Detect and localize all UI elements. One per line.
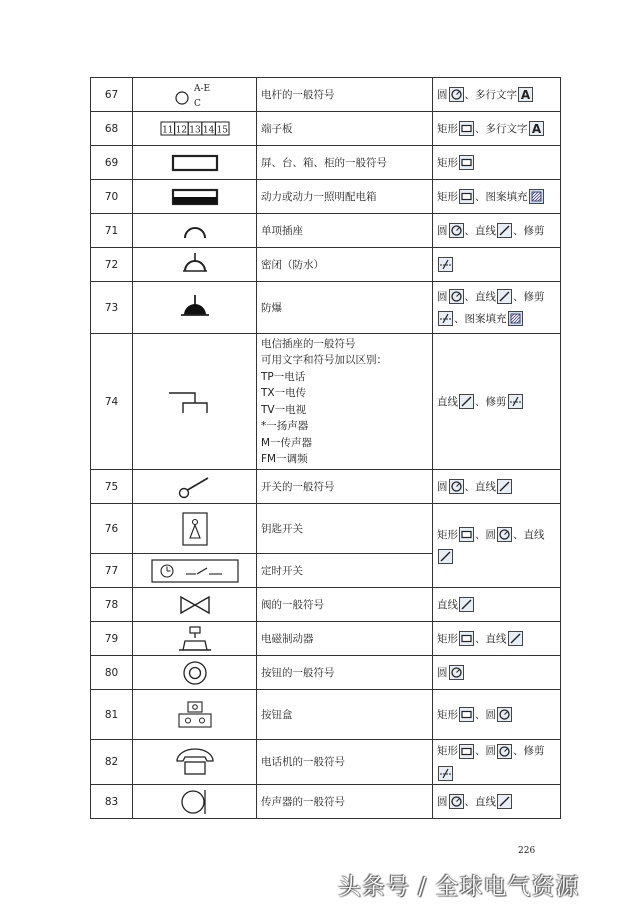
symbol-description-line: *一扬声器 [261, 420, 309, 432]
line-tool-icon [459, 394, 474, 409]
tool-label: 、直线 [464, 224, 496, 237]
symbol-name: 按钮盒 [257, 690, 433, 740]
drawing-tools [433, 214, 561, 248]
row-number: 83 [91, 785, 133, 819]
table-row [91, 504, 561, 554]
tool-label: 、多行文字 [475, 122, 528, 135]
rectangle-tool-icon [459, 707, 474, 722]
row-number: 68 [91, 112, 133, 146]
rectangle-tool-icon [459, 744, 474, 759]
tool-label: 直线 [437, 395, 458, 408]
drawing-tools [433, 588, 561, 622]
drawing-tools [433, 248, 561, 282]
row-number: 75 [91, 470, 133, 504]
symbol-graphic [133, 214, 257, 248]
tool-label: 矩形 [437, 528, 458, 541]
tool-label: 、修剪 [513, 745, 545, 757]
symbol-graphic [133, 656, 257, 690]
rectangle-tool-icon [459, 155, 474, 170]
tool-label: 、多行文字 [464, 88, 517, 101]
microphone-symbol-icon [175, 788, 215, 816]
symbol-graphic [133, 282, 257, 334]
button-symbol-icon [178, 659, 212, 687]
circle-tool-icon [449, 794, 464, 809]
waterproof-socket-symbol-icon [175, 251, 215, 279]
tool-label: 矩形 [437, 190, 458, 203]
drawing-tools [433, 78, 561, 112]
circle-tool-icon [449, 87, 464, 102]
terminal-number: 11 [161, 125, 174, 135]
symbol-graphic [133, 622, 257, 656]
symbol-name: 电话机的一般符号 [257, 740, 433, 785]
line-tool-icon [438, 549, 453, 564]
row-number: 71 [91, 214, 133, 248]
symbol-graphic [133, 112, 257, 146]
table-row [91, 740, 561, 785]
tool-label: 矩形 [437, 708, 458, 721]
table-row [91, 785, 561, 819]
table-row [91, 622, 561, 656]
tool-label: 、修剪 [513, 224, 545, 237]
circle-tool-icon [449, 289, 464, 304]
tool-label: 直线 [437, 598, 458, 611]
drawing-tools [433, 622, 561, 656]
circle-tool-icon [497, 707, 512, 722]
tool-label: 圆 [437, 795, 448, 808]
multiline-text-tool-icon [529, 121, 544, 136]
tool-label: 、圆 [475, 745, 496, 757]
drawing-tools [433, 690, 561, 740]
tool-label: 圆 [437, 666, 448, 679]
symbol-name: 阀的一般符号 [257, 588, 433, 622]
button-box-symbol-icon [175, 700, 215, 730]
telephone-symbol-icon [173, 748, 217, 776]
circle-tool-icon [497, 527, 512, 542]
line-tool-icon [508, 631, 523, 646]
tool-label: 、修剪 [475, 395, 507, 408]
tool-label: 圆 [437, 290, 448, 303]
circle-tool-icon [449, 665, 464, 680]
line-tool-icon [497, 794, 512, 809]
trim-tool-icon [438, 766, 453, 781]
tool-label: 、直线 [464, 290, 496, 303]
row-number: 77 [91, 554, 133, 588]
symbol-graphic [133, 248, 257, 282]
drawing-tools [433, 334, 561, 470]
symbol-table-body [91, 78, 561, 819]
terminal-block-symbol-icon [160, 121, 230, 137]
symbol-graphic [133, 470, 257, 504]
symbol-graphic [133, 690, 257, 740]
row-number: 72 [91, 248, 133, 282]
symbol-description-line: 电信插座的一般符号 [261, 337, 356, 350]
line-tool-icon [497, 289, 512, 304]
symbol-name: 端子板 [257, 112, 433, 146]
line-tool-icon [459, 597, 474, 612]
table-row [91, 656, 561, 690]
symbol-name: 电杆的一般符号 [257, 78, 433, 112]
cabinet-symbol-icon [165, 153, 225, 173]
symbol-description-line: 可用文字和符号加以区别： [261, 354, 387, 366]
table-row [91, 112, 561, 146]
symbol-name: 电磁制动器 [257, 622, 433, 656]
svg-text:A: A [531, 122, 541, 136]
symbol-graphic [133, 180, 257, 214]
tool-label: 矩形 [437, 632, 458, 645]
trim-tool-icon [438, 311, 453, 326]
key-switch-symbol-icon [180, 511, 210, 547]
symbol-description-line: FM一调频 [261, 453, 308, 465]
symbol-graphic [133, 78, 257, 112]
tool-label: 圆 [437, 224, 448, 237]
row-number: 73 [91, 282, 133, 334]
tool-label: 矩形 [437, 156, 458, 169]
valve-symbol-icon [175, 594, 215, 616]
telecom-socket-symbol-icon [165, 389, 225, 415]
symbol-graphic [133, 146, 257, 180]
brake-symbol-icon [175, 625, 215, 653]
drawing-tools [433, 740, 561, 785]
row-number: 80 [91, 656, 133, 690]
tool-label: 、直线 [513, 528, 545, 541]
row-number: 82 [91, 740, 133, 785]
table-row [91, 690, 561, 740]
tool-label: 、圆 [475, 708, 496, 721]
trim-tool-icon [438, 257, 453, 272]
drawing-tools [433, 504, 561, 588]
table-row [91, 214, 561, 248]
drawing-tools [433, 470, 561, 504]
rectangle-tool-icon [459, 527, 474, 542]
pole-symbol-top-label: A-E [193, 83, 210, 94]
row-number: 69 [91, 146, 133, 180]
rectangle-tool-icon [459, 189, 474, 204]
symbol-description-line: TP一电话 [261, 370, 306, 383]
table-row [91, 334, 561, 470]
table-row [91, 248, 561, 282]
row-number: 74 [91, 334, 133, 470]
line-tool-icon [497, 223, 512, 238]
symbol-name: 防爆 [257, 282, 433, 334]
switch-symbol-icon [170, 474, 220, 500]
terminal-number: 14 [202, 125, 214, 135]
tool-label: 圆 [437, 88, 448, 101]
rectangle-tool-icon [459, 121, 474, 136]
tool-label: 、图案填充 [454, 312, 507, 325]
explosion-proof-socket-symbol-icon [175, 293, 215, 323]
tool-label: 、直线 [464, 480, 496, 493]
symbol-description-line: TX一电传 [261, 387, 307, 399]
timer-switch-symbol-icon [150, 558, 240, 584]
symbol-graphic [133, 740, 257, 785]
svg-text:A: A [520, 88, 531, 102]
tool-label: 圆 [437, 480, 448, 493]
symbol-name: 定时开关 [257, 554, 433, 588]
terminal-number: 12 [175, 125, 187, 135]
watermark: 头条号 / 全球电气资源 [338, 874, 580, 900]
hatch-tool-icon [529, 189, 544, 204]
symbol-name [257, 334, 433, 470]
table-row [91, 470, 561, 504]
symbol-graphic [133, 334, 257, 470]
row-number: 67 [91, 78, 133, 112]
symbol-description-line: M一传声器 [261, 436, 313, 449]
row-number: 81 [91, 690, 133, 740]
tool-label: 矩形 [437, 122, 458, 135]
symbol-name: 按钮的一般符号 [257, 656, 433, 690]
terminal-number: 13 [188, 125, 201, 135]
symbol-graphic [133, 588, 257, 622]
symbol-description-line: TV一电视 [261, 403, 307, 416]
symbol-graphic [133, 504, 257, 554]
drawing-tools [433, 180, 561, 214]
symbol-name: 钥匙开关 [257, 504, 433, 554]
tool-label: 、直线 [464, 795, 496, 808]
row-number: 70 [91, 180, 133, 214]
pole-symbol-icon [160, 81, 230, 109]
tool-label: 、圆 [475, 528, 496, 541]
rectangle-tool-icon [459, 631, 474, 646]
row-number: 78 [91, 588, 133, 622]
tool-label: 矩形 [437, 745, 458, 757]
line-tool-icon [497, 479, 512, 494]
symbol-table [90, 77, 561, 819]
pole-symbol-bottom-label: C [193, 98, 201, 109]
symbol-name: 屏、台、箱、柜的一般符号 [257, 146, 433, 180]
symbol-name: 传声器的一般符号 [257, 785, 433, 819]
terminal-number: 15 [215, 125, 228, 135]
multiline-text-tool-icon [518, 87, 533, 102]
symbol-graphic [133, 554, 257, 588]
trim-tool-icon [508, 394, 523, 409]
drawing-tools [433, 146, 561, 180]
row-number: 79 [91, 622, 133, 656]
drawing-tools [433, 785, 561, 819]
symbol-name: 密闭（防水） [257, 248, 433, 282]
circle-tool-icon [497, 744, 512, 759]
symbol-graphic [133, 785, 257, 819]
drawing-tools [433, 656, 561, 690]
symbol-name: 开关的一般符号 [257, 470, 433, 504]
row-number: 76 [91, 504, 133, 554]
tool-label: 、图案填充 [475, 190, 528, 203]
drawing-tools [433, 112, 561, 146]
drawing-tools [433, 282, 561, 334]
hatch-tool-icon [508, 311, 523, 326]
table-row [91, 282, 561, 334]
tool-label: 、直线 [475, 632, 507, 645]
table-row [91, 588, 561, 622]
tool-label: 、修剪 [513, 290, 545, 303]
table-row [91, 180, 561, 214]
symbol-name: 单项插座 [257, 214, 433, 248]
distribution-box-symbol-icon [165, 187, 225, 207]
page-number: 226 [518, 846, 536, 856]
table-row [91, 78, 561, 112]
circle-tool-icon [449, 479, 464, 494]
socket-symbol-icon [175, 220, 215, 242]
circle-tool-icon [449, 223, 464, 238]
symbol-name: 动力或动力一照明配电箱 [257, 180, 433, 214]
table-row [91, 146, 561, 180]
